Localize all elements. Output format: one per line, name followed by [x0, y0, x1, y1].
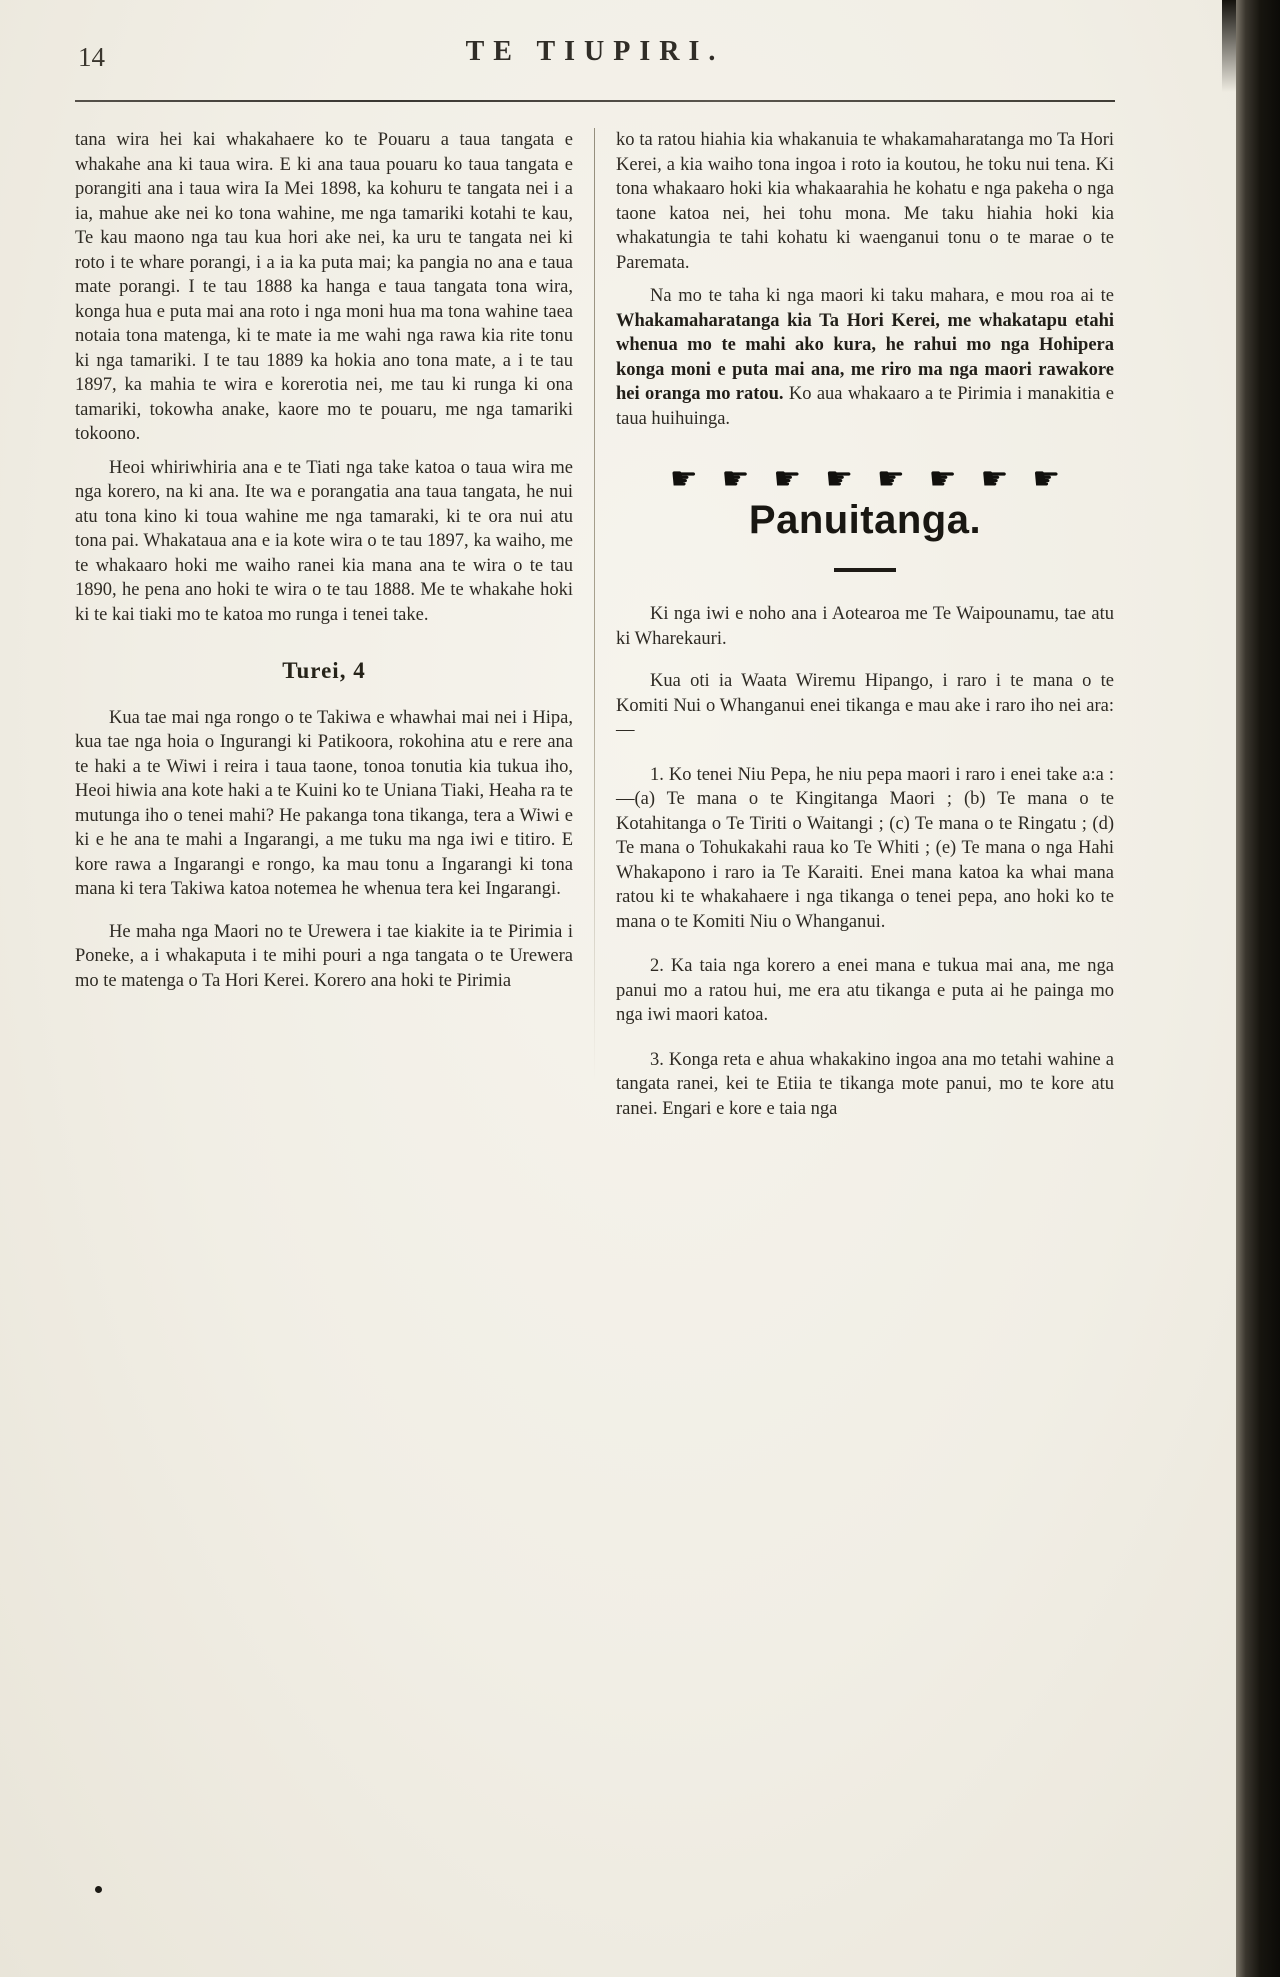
- paragraph-bold-text: Whakamaharatanga kia Ta Hori Kerei, me whakatapu etahi whenua mo te mahi ako kura, he rahui mo nga Hohipera konga moni e puta mai ana, me riro ma nga maori rawakore hei oranga mo ratou.: [616, 310, 1114, 404]
- page-number: 14: [78, 42, 105, 72]
- newspaper-title: TE TIUPIRI.: [465, 36, 725, 67]
- paragraph-war-news: Kua tae mai nga rongo o te Takiwa e whawhai mai nei i Hipa, kua tae nga hoia o Ingurangi ki Patikoora, rokohina atu e rere ana te haki a te Wiwi i reira i taua taone, tonoa tonutia kia tukua iho, Heoi hiwia ana kote haki a te Kuini ko te Uniana Tiaki, Heaha ra te mutunga iho o tenei mahi? He pakanga tona tikanga, tera a Wiwi e ki e he ana te mahi a Ingarangi, a me tuku ma nga iwi e titiro. E kore rawa a Ingarangi e rongo, ka mau tonu a Ingarangi ki tona mana ki tera Takiwa katoa notemea he whenua tera kei Ingarangi.: [75, 707, 573, 899]
- list-item-1: 1. Ko tenei Niu Pepa, he niu pepa maori i raro i enei take a:a :—(a) Te mana o te Kingitanga Maori ; (b) Te mana o te Kotahitanga o Te Tiriti o Waitangi ; (c) Te mana o te Ringatu ; (d) Te mana o Tohukakahi raua ko Te Whiti ; (e) Te mana o nga Hahi Whakapono i raro ia Te Karaiti. Enei mana katoa ka whai mana ratou ki te whakahaere i nga tikanga o tenei pepa, ano hoki ko te mana o te Komiti Niu o Whanganui.: [616, 764, 1114, 932]
- paragraph-will-case-2: Heoi whiriwhiria ana e te Tiati nga take katoa o taua wira me nga korero, na ki ana. Ite wa e porangatia ana taua tangata, he nui atu tona kino ki toua wahine me nga tamaraki, ki te ora nui atu tona pai. Whakataua ana e ia kote wira o te tau 1897, ka waiho, me te whakaaro hoki me waiho ranei kia mana ana te wira o te tau 1890, he pena ano hoki te wira o te tau 1888. Me te whakahe hoki ki te kai tiaki mo te katoa mo runga i tenei take.: [75, 457, 573, 625]
- paragraph-memorial-2: [616, 284, 1114, 431]
- ornament-rule: [834, 568, 896, 572]
- paragraph-urewera: He maha nga Maori no te Urewera i tae kiakite ia te Pirimia i Poneke, a i whakaputa i te mihi pouri a nga tangata o te Urewera mo te matenga o Ta Hori Kerei. Korero ana hoki te Pirimia: [75, 921, 573, 991]
- section-heading-panuitanga: Panuitanga.: [748, 497, 982, 542]
- page-content: [0, 102, 1280, 1130]
- paragraph-memorial-1: ko ta ratou hiahia kia whakanuia te whakamaharatanga mo Ta Hori Kerei, a kia waiho tona ingoa i roto ia koutou, he toku nui tena. Ki tona whakaaro hoki kia whakaarahia he kohatu e nga pakeha o nga taone katoa nei, hei tohu mona. Me taku hiahia hoki kia whakatungia te tahi kohatu ki waenganui tonu o te marae o te Paremata.: [616, 130, 1114, 273]
- paragraph-text: Na mo te taha ki nga maori ki taku mahara, e mou roa ai te: [650, 286, 1114, 306]
- right-column: [616, 128, 1114, 1130]
- scan-edge-artifact: [1236, 0, 1280, 1977]
- left-column: [75, 128, 573, 1002]
- paragraph-address: Ki nga iwi e noho ana i Aotearoa me Te Waipounamu, tae atu ki Wharekauri.: [616, 604, 1114, 649]
- section-heading-turei: Turei, 4: [282, 658, 366, 683]
- ink-speck: [95, 1886, 102, 1893]
- list-item-2: 2. Ka taia nga korero a enei mana e tukua mai ana, me nga panui mo a ratou hui, me era atu tikanga e puta ai he painga mo nga iwi maori katoa.: [616, 956, 1114, 1025]
- page-header: [0, 0, 1280, 92]
- manicule-ornament-row: ☛☛☛☛☛☛☛☛: [669, 461, 1085, 497]
- paragraph-text: Ko aua whakaaro a te Pirimia i manakitia e taua huihuinga.: [616, 384, 1114, 429]
- paragraph-will-case-1: tana wira hei kai whakahaere ko te Pouaru a taua tangata e whakahe ana ki taua wira. E ki ana taua pouaru ko taua tangata e porangiti ana i taua wira Ia Mei 1898, ka kohuru te tangata nei i a ia, mahue ake nei ko tona wahine, me nga tamariki kotahi te kau, Te kau maono nga tau kua hori ake nei, ka uru te tangata nei ki roto i te whare porangi, i a ia ka puta mai; ka pangia no ana e taua mate porangi. I te tau 1888 ka hanga e taua tangata tona wira, konga hua e puta mai ana roto i nga moni hua ma tona wahine taea notaia tona matenga, ki te mate ia me wahi nga rawa kia rite tonu ki nga tamariki. I te tau 1889 ka hokia ano tona mate, a i te tau 1897, ka mahia te wira e korerotia nei, me tau ki runga ki ona tamariki, tokowha anake, kaore mo te pouaru, me nga tamariki tokoono.: [75, 130, 573, 444]
- column-divider: [594, 128, 595, 1130]
- paragraph-notice-intro: Kua oti ia Waata Wiremu Hipango, i raro i te mana o te Komiti Nui o Whanganui enei tikanga e mau ake i raro iho nei ara:—: [616, 671, 1114, 740]
- list-item-3: 3. Konga reta e ahua whakakino ingoa ana mo tetahi wahine a tangata ranei, kei te Etiia te tikanga mote panui, mo te kore atu ranei. Engari e kore e taia nga: [616, 1049, 1114, 1119]
